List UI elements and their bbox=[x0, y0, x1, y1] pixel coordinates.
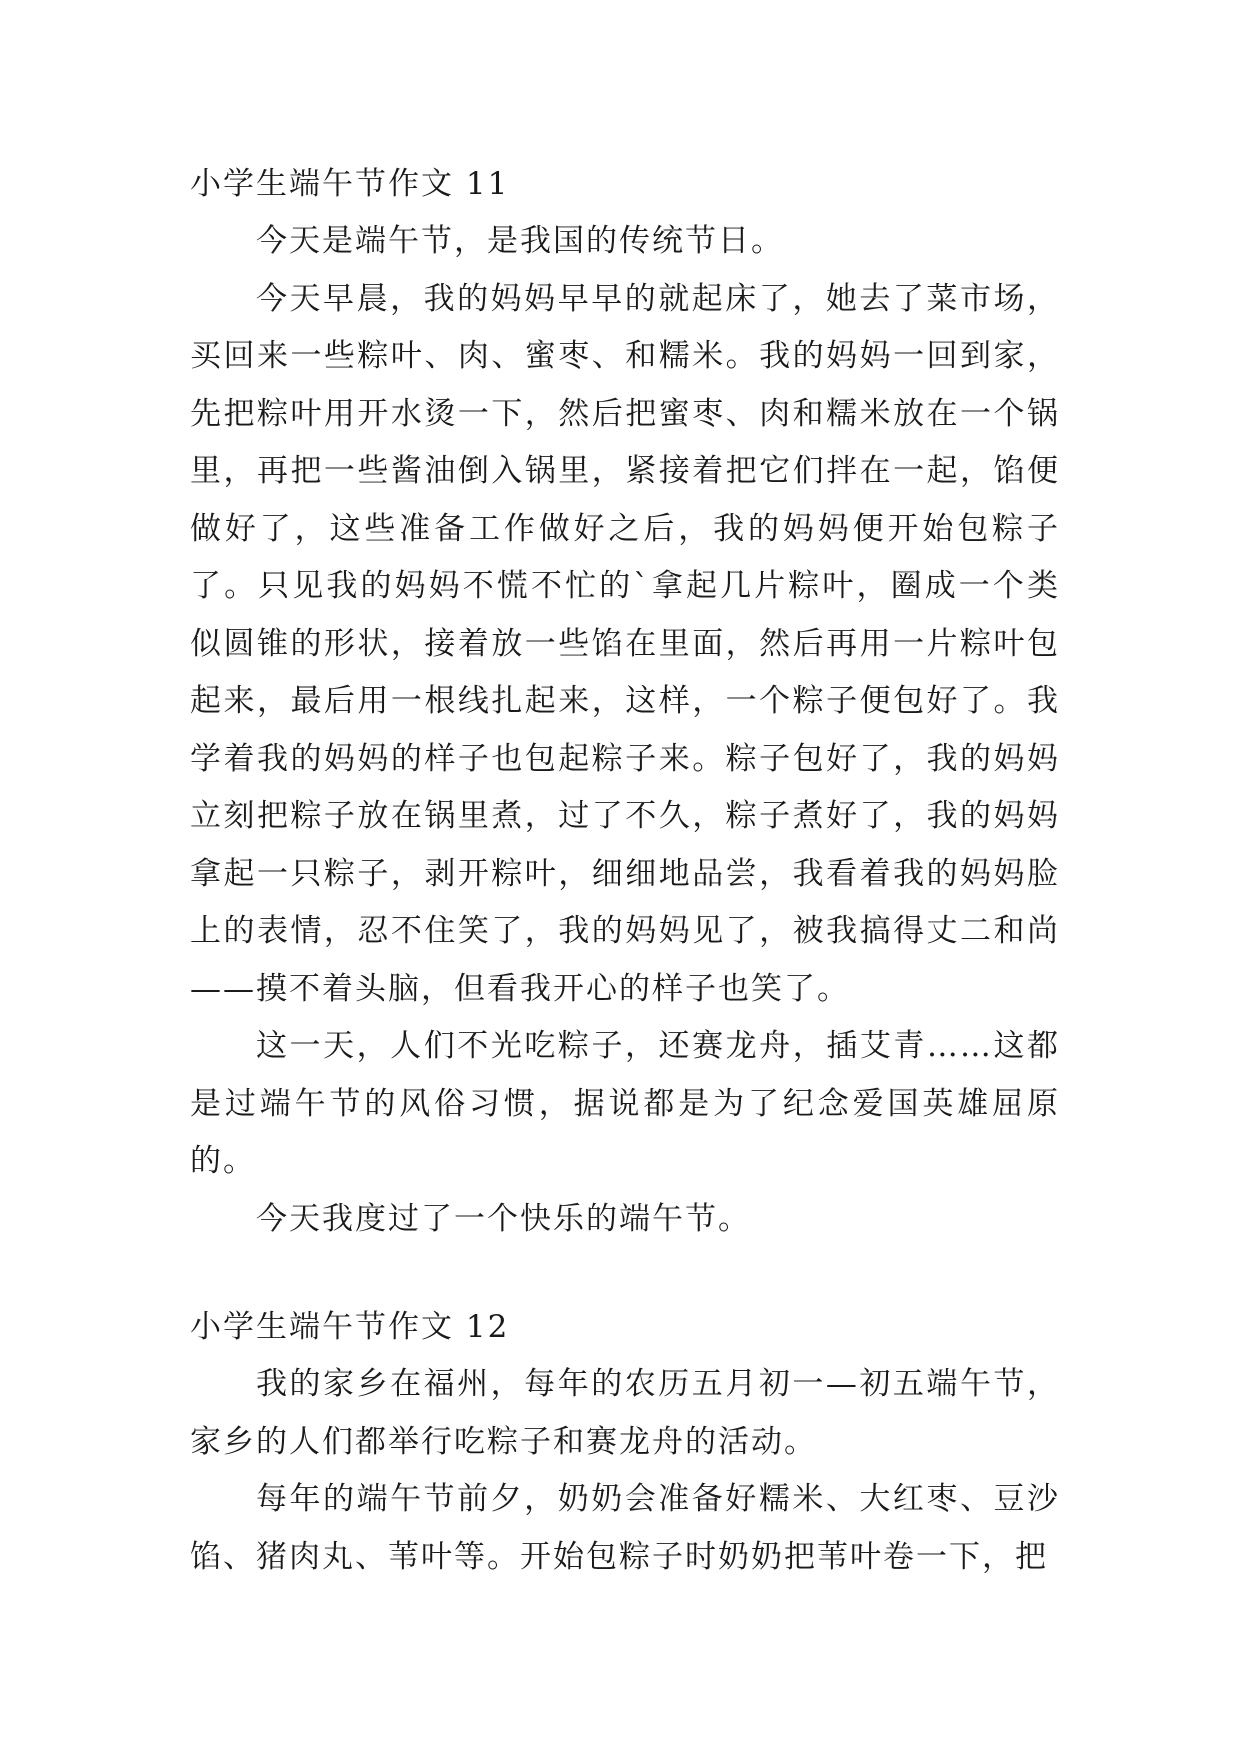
essay-paragraph: 这一天，人们不光吃粽子，还赛龙舟，插艾青……这都是过端午节的风俗习惯，据说都是为了纪念爱国英雄屈原的。 bbox=[190, 1028, 1060, 1179]
section-spacer bbox=[190, 1248, 1060, 1298]
essay-paragraph: 今天是端午节，是我国的传统节日。 bbox=[256, 223, 784, 259]
essay-paragraph: 我的家乡在福州，每年的农历五月初一—初五端午节，家乡的人们都举行吃粽子和赛龙舟的活动。 bbox=[190, 1366, 1060, 1460]
document-body bbox=[190, 155, 1060, 1586]
essay-paragraph: 每年的端午节前夕，奶奶会准备好糯米、大红枣、豆沙馅、猪肉丸、苇叶等。开始包粽子时奶奶把苇叶卷一下，把 bbox=[190, 1481, 1060, 1575]
essay-11 bbox=[190, 155, 1060, 1248]
essay-paragraph: 今天早晨，我的妈妈早早的就起床了，她去了菜市场，买回来一些粽叶、肉、蜜枣、和糯米。我的妈妈一回到家，先把粽叶用开水烫一下，然后把蜜枣、肉和糯米放在一个锅里，再把一些酱油倒入锅里，紧接着把它们拌在一起，馅便做好了，这些准备工作做好之后，我的妈妈便开始包粽子了。只见我的妈妈不慌不忙的`拿起几片粽叶，圈成一个类似圆锥的形状，接着放一些馅在里面，然后再用一片粽叶包起来，最后用一根线扎起来，这样，一个粽子便包好了。我学着我的妈妈的样子也包起粽子来。粽子包好了，我的妈妈立刻把粽子放在锅里煮，过了不久，粽子煮好了，我的妈妈拿起一只粽子，剥开粽叶，细细地品尝，我看着我的妈妈脸上的表情，忍不住笑了，我的妈妈见了，被我搞得丈二和尚——摸不着头脑，但看我开心的样子也笑了。 bbox=[190, 280, 1060, 1007]
essay-paragraph: 今天我度过了一个快乐的端午节。 bbox=[256, 1200, 751, 1237]
essay-heading: 小学生端午节作文 12 bbox=[190, 1309, 510, 1345]
essay-heading: 小学生端午节作文 11 bbox=[190, 166, 510, 202]
essay-12 bbox=[190, 1298, 1060, 1586]
